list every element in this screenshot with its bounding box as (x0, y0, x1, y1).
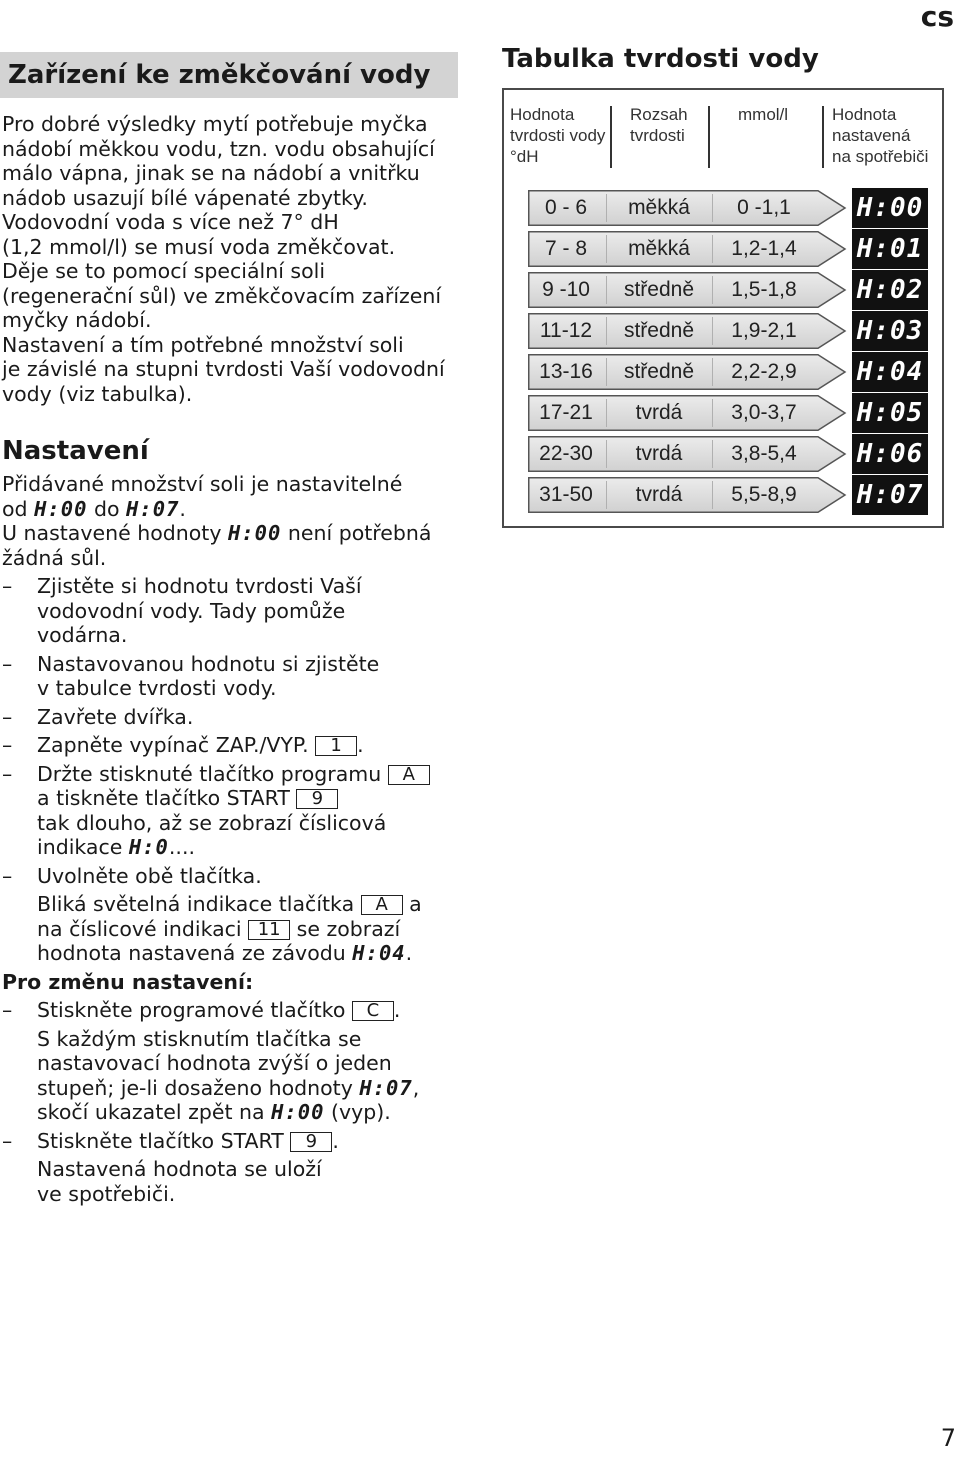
lcd-display: H:01 (852, 229, 928, 269)
header-dh: Hodnota tvrdosti vody °dH (510, 105, 606, 166)
cell-mmol: 1,2-1,4 (731, 237, 797, 260)
cell-divider (606, 399, 607, 427)
cell-dh: 9 -10 (542, 278, 590, 301)
header-divider (708, 106, 710, 168)
table-row (528, 477, 942, 513)
cell-dh: 11-12 (539, 319, 593, 342)
steps-list (0, 574, 470, 888)
table-row (528, 436, 942, 472)
cell-divider (606, 317, 607, 345)
lcd-display: H:06 (852, 434, 928, 474)
cell-dh: 31-50 (539, 483, 593, 506)
lcd-display: H:04 (852, 352, 928, 392)
cell-divider (712, 440, 713, 468)
save-steps-list (0, 1129, 470, 1154)
cell-mmol: 5,5-8,9 (731, 483, 797, 506)
cell-divider (606, 276, 607, 304)
step-item: – Stiskněte programové tlačítko C . (0, 998, 470, 1023)
table-row (528, 190, 942, 226)
cell-divider (606, 194, 607, 222)
cell-divider (712, 235, 713, 263)
lcd-display: H:07 (852, 475, 928, 515)
cell-divider (606, 440, 607, 468)
table-row (528, 313, 942, 349)
cell-range: tvrdá (635, 401, 683, 424)
button-ref: A (361, 895, 403, 915)
cell-divider (712, 194, 713, 222)
cell-divider (712, 317, 713, 345)
page-number: 7 (940, 1424, 956, 1452)
language-code: cs (920, 0, 954, 33)
cell-divider (712, 276, 713, 304)
lcd-display: H:05 (852, 393, 928, 433)
intro-line: (regenerační sůl) ve změkčovacím zařízení (2, 283, 442, 308)
cell-divider (712, 358, 713, 386)
intro-line: Vodovodní voda s více než 7° dH (2, 210, 339, 234)
step-item: – Zapněte vypínač ZAP./VYP. 1 . (0, 733, 470, 758)
table-row (528, 231, 942, 267)
cell-divider (606, 358, 607, 386)
left-column (0, 52, 470, 1206)
lcd-value: H:04 (352, 941, 406, 965)
cell-range: tvrdá (635, 442, 683, 465)
button-ref: 1 (315, 736, 357, 756)
step-continuation: Bliká světelná indikace tlačítka A a na číslicové indikaci 11 se zobrazí hodnota nastavená ze závodu H:04. (37, 892, 422, 965)
button-ref: 9 (290, 1132, 332, 1152)
step-item: – Zjistěte si hodnotu tvrdosti Vaší vodovodní vody. Tady pomůže vodárna. (0, 574, 470, 648)
table-row (528, 395, 942, 431)
header-mmol: mmol/l (738, 105, 789, 124)
page-title: Zařízení ke změkčování vody (8, 60, 431, 90)
section-title-bar (0, 52, 458, 98)
cell-range: středně (623, 319, 695, 342)
step-item: – Zavřete dvířka. (0, 705, 470, 730)
table-row (528, 272, 942, 308)
lcd-display: H:03 (852, 311, 928, 351)
step-item: – Držte stisknuté tlačítko programu A a tiskněte tlačítko START 9 tak dlouho, až se zobrazí číslicová indikace H:0.... (0, 762, 470, 860)
table-row (528, 354, 942, 390)
lcd-value: H:07 (126, 496, 180, 521)
cell-dh: 7 - 8 (544, 237, 588, 260)
cell-divider (606, 481, 607, 509)
settings-section (0, 472, 470, 1206)
cell-range: měkká (628, 196, 690, 219)
subheading-change-setting: Pro změnu nastavení: (2, 969, 254, 994)
header-display: Hodnota nastavená na spotřebiči (832, 105, 929, 166)
intro-line: málo vápna, jinak se na nádobí a vnitřku (2, 161, 420, 185)
button-ref: 9 (296, 789, 338, 809)
right-column (502, 44, 946, 528)
header-divider (822, 106, 824, 168)
settings-line: žádná sůl. (2, 545, 107, 570)
cell-mmol: 1,9-2,1 (731, 319, 797, 342)
cell-mmol: 2,2-2,9 (731, 360, 797, 383)
settings-line: od H:00 do H:07. (2, 496, 186, 521)
intro-line: vody (viz tabulka). (2, 381, 193, 406)
cell-mmol: 3,8-5,4 (731, 442, 797, 465)
cell-dh: 17-21 (539, 401, 593, 424)
lcd-value: H:00 (228, 521, 282, 545)
cell-dh: 0 - 6 (544, 196, 588, 219)
hardness-table (502, 88, 944, 528)
header-divider (610, 106, 612, 168)
cell-mmol: 3,0-3,7 (731, 401, 797, 424)
cell-divider (606, 235, 607, 263)
intro-line: Děje se to pomocí speciální soli (2, 259, 326, 283)
cell-divider (712, 481, 713, 509)
cell-range: měkká (628, 237, 690, 260)
lcd-display: H:02 (852, 270, 928, 310)
intro-line: (1,2 mmol/l) se musí voda změkčovat. (2, 234, 396, 259)
step-continuation: S každým stisknutím tlačítka se nastavovací hodnota zvýší o jeden stupeň; je-li dosaženo hodnoty H:07, skočí ukazatel zpět na H:00 (vyp). (37, 1026, 420, 1124)
step-item: – Nastavovanou hodnotu si zjistěte v tabulce tvrdosti vody. (0, 652, 470, 701)
header-range: Rozsah tvrdosti (630, 105, 688, 145)
cell-range: středně (623, 360, 695, 383)
cell-mmol: 0 -1,1 (737, 196, 791, 219)
cell-range: středně (623, 278, 695, 301)
table-title: Tabulka tvrdosti vody (502, 44, 819, 74)
display-ref: 11 (248, 920, 290, 940)
settings-line: U nastavené hodnoty H:00 není potřebná (2, 521, 432, 545)
intro-line: Pro dobré výsledky mytí potřebuje myčka (2, 112, 428, 136)
button-ref: C (352, 1001, 394, 1021)
intro-line: je závislé na stupni tvrdosti Vaší vodovodní (2, 357, 445, 381)
change-steps-list (0, 998, 470, 1023)
intro-line: nádob usazují bílé vápenaté zbytky. (2, 185, 368, 210)
lcd-value: H:07 (359, 1075, 413, 1100)
cell-dh: 13-16 (539, 360, 593, 383)
intro-line: Nastavení a tím potřebné množství soli (2, 332, 404, 357)
section-heading: Nastavení (2, 436, 149, 466)
cell-range: tvrdá (635, 483, 683, 506)
cell-divider (712, 399, 713, 427)
step-item: – Stiskněte tlačítko START 9 . (0, 1129, 470, 1154)
cell-dh: 22-30 (539, 442, 593, 465)
intro-line: nádobí měkkou vodu, tzn. vodu obsahující (2, 136, 435, 161)
intro-line: myčky nádobí. (2, 308, 152, 332)
button-ref: A (388, 765, 430, 785)
lcd-value: H:00 (34, 496, 88, 521)
step-item: – Uvolněte obě tlačítka. (0, 864, 470, 889)
intro-text (0, 112, 470, 406)
lcd-display: H:00 (852, 188, 928, 228)
step-continuation: Nastavená hodnota se uloží ve spotřebiči. (37, 1157, 322, 1206)
lcd-value: H:00 (271, 1100, 325, 1124)
lcd-value: H:0 (128, 835, 169, 859)
settings-line: Přidávané množství soli je nastavitelné (2, 472, 403, 496)
cell-mmol: 1,5-1,8 (731, 278, 797, 301)
